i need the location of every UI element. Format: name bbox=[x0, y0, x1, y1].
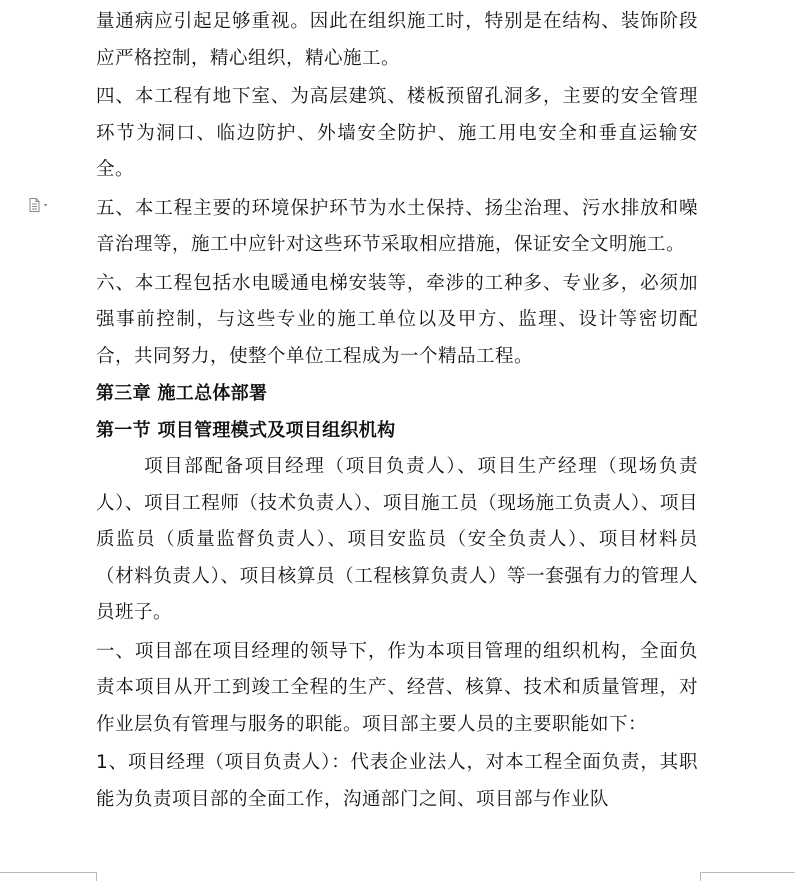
paragraph-quality-control: 量通病应引起足够重视。因此在组织施工时，特别是在结构、装饰阶段应严格控制，精心组织，精心施工。 bbox=[96, 11, 698, 69]
paragraph-environmental-protection: 五、本工程主要的环境保护环节为水土保持、扬尘治理、污水排放和噪音治理等，施工中应针对这些环节采取相应措施，保证安全文明施工。 bbox=[96, 197, 698, 255]
section-heading: 第一节 项目管理模式及项目组织机构 bbox=[96, 420, 396, 441]
paragraph-project-manager: 1、项目经理（项目负责人）：代表企业法人，对本工程全面负责，其职能为负责项目部的全面工作，沟通部门之间、项目部与作业队 bbox=[96, 752, 698, 810]
paragraph-project-staffing: 项目部配备项目经理（项目负责人）、项目生产经理（现场负责人）、项目工程师（技术负责人）、项目施工员（现场施工负责人）、项目质监员（质量监督负责人）、项目安监员（安全负责人）、项目材料员（材料负责人）、项目核算员（工程核算负责人）等一套强有力的管理人员班子。 bbox=[96, 456, 698, 623]
chapter-heading: 第三章 施工总体部署 bbox=[96, 383, 268, 404]
page-bottom-rule-right bbox=[700, 872, 795, 873]
page-bottom-rule-left bbox=[0, 872, 96, 873]
paragraph-project-department: 一、项目部在项目经理的领导下，作为本项目管理的组织机构，全面负责本项目从开工到竣工全程的生产、经营、核算、技术和质量管理，对作业层负有管理与服务的职能。项目部主要人员的主要职能如下： bbox=[96, 640, 698, 735]
document-body bbox=[96, 4, 698, 818]
paragraph-safety-management: 四、本工程有地下室、为高层建筑、楼板预留孔洞多，主要的安全管理环节为洞口、临边防护、外墙安全防护、施工用电安全和垂直运输安全。 bbox=[96, 86, 698, 180]
page-corner-mark-left bbox=[96, 872, 97, 881]
page-corner-mark-right bbox=[700, 872, 701, 881]
document-icon[interactable] bbox=[29, 198, 51, 212]
paragraph-installation-coordination: 六、本工程包括水电暖通电梯安装等，牵涉的工种多、专业多，必须加强事前控制，与这些专业的施工单位以及甲方、监理、设计等密切配合，共同努力，使整个单位工程成为一个精品工程。 bbox=[96, 272, 698, 367]
